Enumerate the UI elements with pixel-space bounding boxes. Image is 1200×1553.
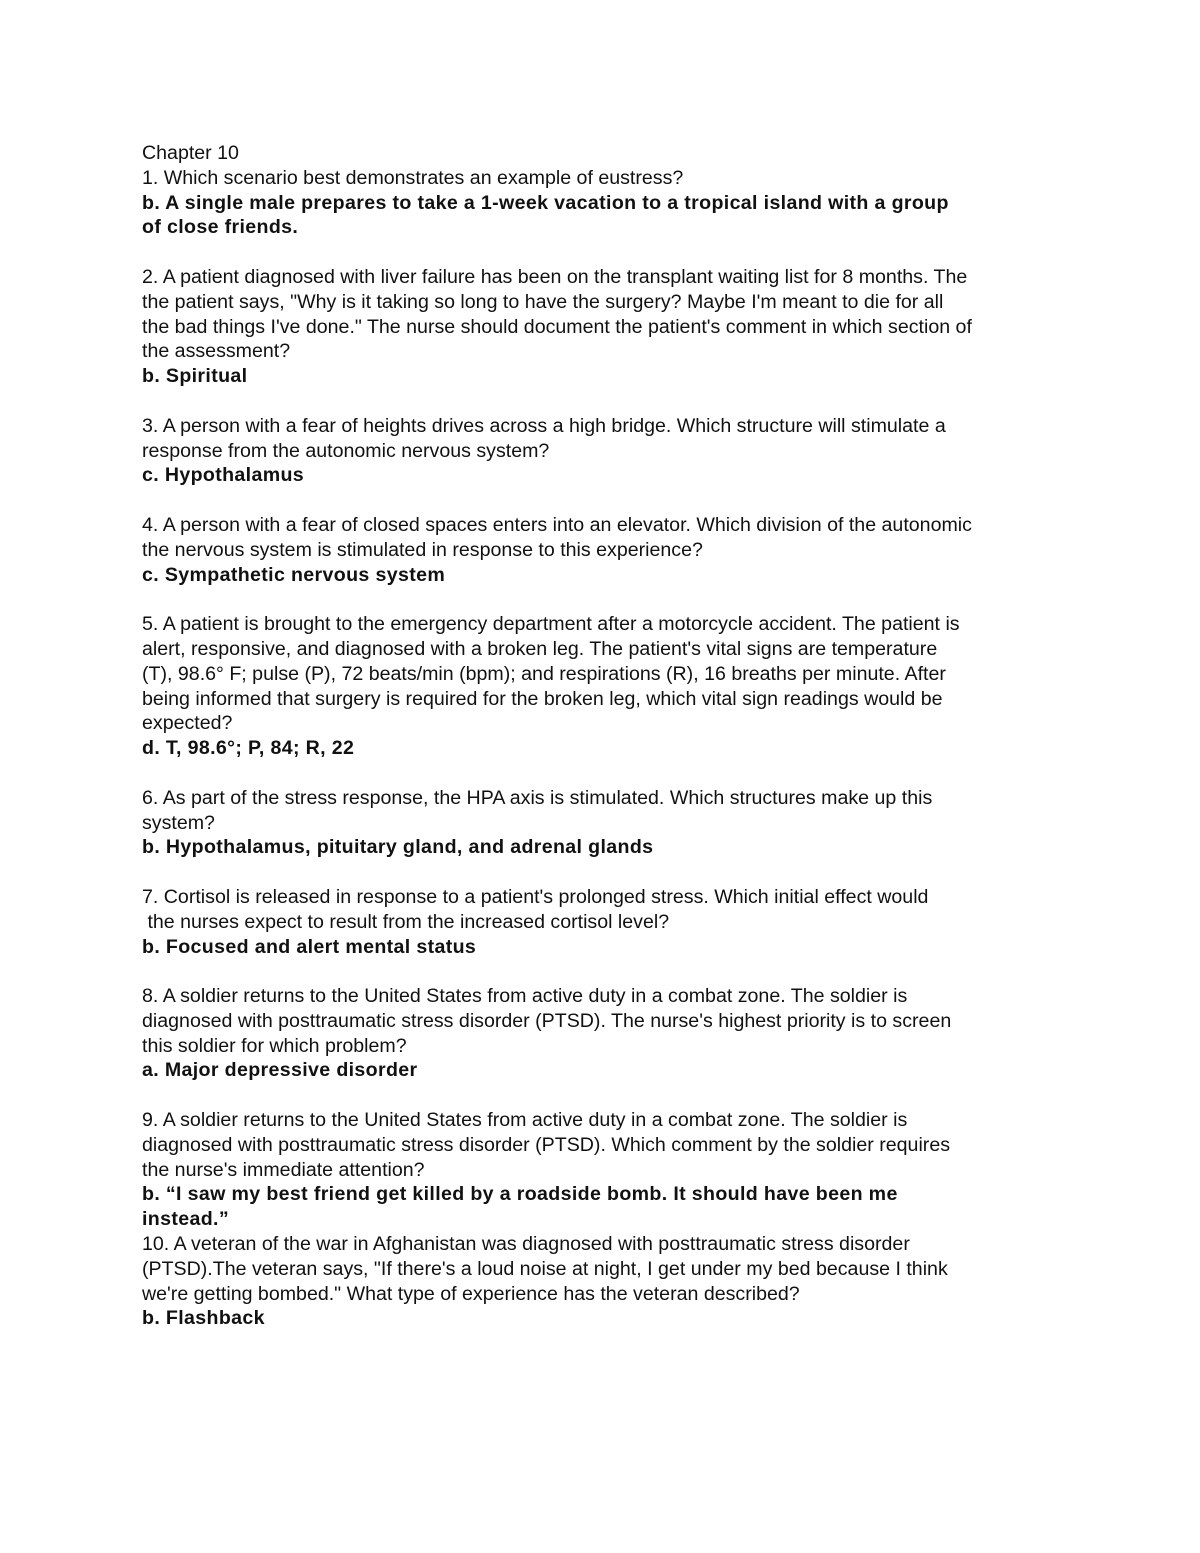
question-block-4: [142, 513, 1062, 587]
question-text: the assessment?: [142, 340, 291, 363]
question-text: the patient says, "Why is it taking so long to have the surgery? Maybe I'm meant to die for all: [142, 290, 944, 313]
answer-text: b. Spiritual: [142, 365, 248, 388]
question-text: 3. A person with a fear of heights drives across a high bridge. Which structure will stimulate a: [142, 414, 946, 437]
question-text: system?: [142, 811, 215, 834]
answer-text: b. A single male prepares to take a 1-week vacation to a tropical island with a group: [142, 191, 949, 214]
question-text: the bad things I've done." The nurse should document the patient's comment in which section of: [142, 315, 972, 338]
spacer: [142, 959, 1062, 984]
question-text: 4. A person with a fear of closed spaces enters into an elevator. Which division of the autonomic: [142, 513, 972, 536]
question-text: 9. A soldier returns to the United States from active duty in a combat zone. The soldier is: [142, 1109, 908, 1132]
question-block-8: [142, 984, 1062, 1083]
question-text: 8. A soldier returns to the United States from active duty in a combat zone. The soldier is: [142, 985, 908, 1008]
question-text: the nervous system is stimulated in response to this experience?: [142, 538, 703, 561]
question-block-7: [142, 885, 1062, 959]
question-block-9: [142, 1108, 1062, 1232]
question-block-3: [142, 414, 1062, 488]
question-text: (T), 98.6° F; pulse (P), 72 beats/min (bpm); and respirations (R), 16 breaths per minute. After: [142, 662, 946, 685]
question-text: 1. Which scenario best demonstrates an example of eustress?: [142, 166, 684, 189]
question-text: (PTSD).The veteran says, "If there's a loud noise at night, I get under my bed because I think: [142, 1257, 948, 1280]
question-text: the nurse's immediate attention?: [142, 1158, 425, 1181]
question-text: the nurses expect to result from the increased cortisol level?: [142, 910, 670, 933]
question-text: 2. A patient diagnosed with liver failure has been on the transplant waiting list for 8 months. The: [142, 265, 968, 288]
question-text: 6. As part of the stress response, the HPA axis is stimulated. Which structures make up this: [142, 786, 933, 809]
question-text: response from the autonomic nervous system?: [142, 439, 550, 462]
question-block-2: [142, 265, 1062, 389]
spacer: [142, 860, 1062, 885]
question-text: 5. A patient is brought to the emergency department after a motorcycle accident. The patient is: [142, 613, 960, 636]
question-text: this soldier for which problem?: [142, 1034, 407, 1057]
answer-text: b. Flashback: [142, 1307, 265, 1330]
answer-text: b. Focused and alert mental status: [142, 935, 477, 958]
answer-text: of close friends.: [142, 216, 299, 239]
spacer: [142, 488, 1062, 513]
spacer: [142, 389, 1062, 414]
question-text: diagnosed with posttraumatic stress disorder (PTSD). Which comment by the soldier requires: [142, 1133, 951, 1156]
question-block-6: [142, 786, 1062, 860]
question-text: 10. A veteran of the war in Afghanistan was diagnosed with posttraumatic stress disorder: [142, 1233, 910, 1256]
answer-text: b. “I saw my best friend get killed by a roadside bomb. It should have been me: [142, 1183, 898, 1206]
question-text: being informed that surgery is required for the broken leg, which vital sign readings would be: [142, 687, 943, 710]
question-text: 7. Cortisol is released in response to a patient's prolonged stress. Which initial effect would: [142, 885, 929, 908]
question-text: we're getting bombed." What type of experience has the veteran described?: [142, 1282, 800, 1305]
spacer: [142, 587, 1062, 612]
question-text: expected?: [142, 712, 233, 735]
question-text: alert, responsive, and diagnosed with a broken leg. The patient's vital signs are temperature: [142, 637, 938, 660]
answer-text: b. Hypothalamus, pituitary gland, and adrenal glands: [142, 836, 654, 859]
spacer: [142, 240, 1062, 265]
question-block-1: [142, 166, 1062, 240]
question-block-5: [142, 612, 1062, 761]
spacer: [142, 761, 1062, 786]
chapter-title: Chapter 10: [142, 142, 239, 164]
answer-text: c. Hypothalamus: [142, 464, 305, 487]
answer-text: instead.”: [142, 1208, 229, 1231]
document-page: [142, 141, 1062, 1331]
answer-text: c. Sympathetic nervous system: [142, 563, 446, 586]
question-text: diagnosed with posttraumatic stress disorder (PTSD). The nurse's highest priority is to screen: [142, 1009, 952, 1032]
question-block-10: [142, 1232, 1062, 1331]
spacer: [142, 1083, 1062, 1108]
answer-text: d. T, 98.6°; P, 84; R, 22: [142, 737, 355, 760]
answer-text: a. Major depressive disorder: [142, 1059, 418, 1082]
